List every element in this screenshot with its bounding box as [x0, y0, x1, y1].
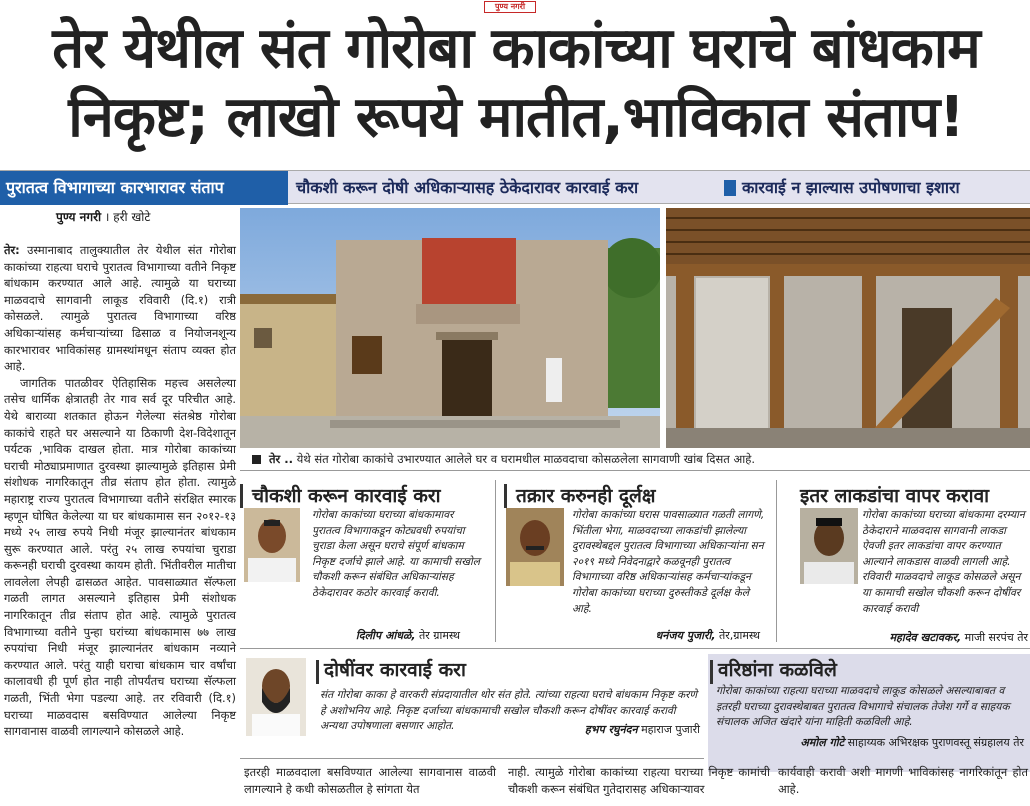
sig-role: महाराज पुजारी: [637, 723, 700, 736]
sig-name: अमोल गोटे: [800, 736, 845, 749]
section-bar: [504, 484, 507, 508]
masthead-logo: पुण्य नगरी: [484, 1, 536, 13]
section-3-title: इतर लाकडांचा वापर करावा: [800, 485, 990, 507]
divider: [240, 470, 1030, 471]
headline-line-2: निकृष्ट; लाखो रूपये मातीत,भाविकात संताप!: [68, 85, 964, 150]
portrait-raghunandan-maharaj: [246, 658, 306, 736]
byline-paper: पुण्य नगरी: [56, 210, 102, 224]
column-divider: [495, 480, 496, 642]
portrait-mahadev-khatavkar: [800, 508, 858, 584]
sig-name: धनंजय पुजारी,: [655, 629, 716, 642]
section-bar: [240, 484, 243, 508]
headline-line-1: तेर येथील संत गोरोबा काकांच्या घराचे बांधकाम: [52, 16, 980, 81]
section-5-signature: [716, 735, 1024, 750]
section-3-signature: [860, 630, 1028, 645]
caption-bullet-icon: [252, 455, 261, 464]
section-4-title: दोषींवर कारवाई करा: [324, 659, 466, 681]
portrait-dilip-andhale: [244, 508, 300, 582]
column-divider: [776, 480, 777, 642]
photo-caption: [252, 452, 1022, 467]
bottom-column-2: नाही. त्यामुळे गोरोबा काकांच्या राहत्या घराच्या निकृष्ट कामांची चौकशी करून संबंधित गुतेदारासह अधिकाऱ्यावर: [508, 765, 770, 796]
section-2-quote: गोरोबा काकांच्या घरास पावसाळ्यात गळती लागणे, भिंतीला भेगा, माळवदाच्या लाकडांची झालेल्या दुरावस्थेबद्दल पुरातत्व विभागाच्या अधिकाऱ्यांना सन २०१९ मध्ये निवेदनाद्वारे कळवूनही पुरातत्व विभागाच्या वरिष्ठ अधिकाऱ्यांसह कर्मचाऱ्यांकडून गोरोबा काकांच्या घराच्या दुरुस्तीकडे दूर्लक्ष केले आहे.: [572, 509, 765, 615]
bottom-column-1: इतरही माळवदाला बसविण्यात आलेल्या सागवानास वाळवी लागल्याने हे कधी कोसळतील हे सांगता येत: [244, 765, 496, 796]
section-3-quote: गोरोबा काकांच्या घराच्या बांधकामा दरम्यान ठेकेदाराने माळवदास सागवानी लाकडा ऐवजी इतर लाकडांचा वापर करण्यात आल्याने लाकडास वाळवी लागली आहे. रविवारी माळवदाचे लाकूड कोसळले असून या कामाची सखोल चौकशी करून दोषींवर कारवाई करावी: [862, 509, 1025, 615]
byline-separator: ।: [101, 210, 114, 224]
subheading-middle: चौकशी करून दोषी अधिकाऱ्यासह ठेकेदारावर कारवाई करा: [296, 178, 639, 197]
section-1-quote: गोरोबा काकांच्या घराच्या बांधकामावर पुरातत्व विभागाकडून कोट्यवधी रुपयांचा चुराडा केला असून घराचे संपूर्ण बांधकाम निकृष्ट दर्जाचे झाले आहे. या कामाची सखोल चौकशी करून संबंधित अधिकाऱ्यांसह ठेकेदारावर कठोर कारवाई करावी.: [312, 509, 480, 599]
square-bullet-icon: [724, 180, 736, 196]
house-interior-photo: [666, 208, 1030, 448]
section-5-quote: गोरोबा काकांच्या राहत्या घराच्या माळवदाचे लाकूड कोसळले असल्याबाबत व इतरही घराच्या दुरावस्थेबाबत पुरातत्व विभागाचे संचालक तेजेश गर्गे व साहयक संचालक अजित खंदारे यांना माहिती कळविली आहे.: [716, 685, 1010, 729]
interior-beams-illustration: [666, 208, 1030, 448]
article-paragraph-1: [4, 242, 236, 375]
subheading-strip: [0, 170, 1030, 204]
house-exterior-illustration: [240, 208, 660, 448]
byline-author: हरी खोटे: [113, 210, 151, 224]
section-4-signature: [520, 722, 700, 737]
subheading-left: पुरातत्व विभागाच्या कारभारावर संताप: [0, 171, 288, 205]
article-paragraph-2: जागतिक पातळीवर ऐतिहासिक महत्त्व असलेल्या तसेच धार्मिक क्षेत्रातही तेर गाव सर्व दूर परिचीत आहे. येथे बाराव्या शतकात होऊन गेलेल्या संतश्रेष्ठ गोरोबा काकांचे राहते घर असल्याने या ठिकाणी देश-विदेशातून पर्यटक ,भाविक दाखल होता. मात्र गोरोबा काकांच्या घराची मोठ्याप्रमाणात दुरवस्था झाल्यामुळे इतिहास प्रेमी संशोधक नागरिकातून तीव्र संताप होत होता. त्यामुळे महाराष्ट्र राज्य पुरातत्व विभागाच्या वतीने संरक्षित स्मारक म्हणून घोषित केलेल्या या घर बांधकामास सन २०१२-१३ मध्ये २५ लाख रुपये निधी मंजूर झाल्यानंतर बांधकाम सुरू करण्यात आले. परंतु २५ लाख रुपयांचा चुराडा करूनही घराची दुरवस्था कायम होती. भिंतीवरील मातीचा लावलेला लेपही ढासळत आहेत. पावसाळ्यात सॅल्फला गळती लागत असल्याने इतिहास प्रेमी संशोधक नागरिकातून तीव्र संताप होत आहे. त्यामुळे पुरातत्व विभागाच्या वतीने पुन्हा घरांच्या बांधकामास ७७ लाख रुपयांचा निधी मंजूर झाल्यानंतर बांधकाम नव्याने करण्यात आले. परंतु याही घराचा बांधकाम चार वर्षांचा कालावधी ही पूर्ण होत नाही तोपर्यंतच घराच्या सॅल्फला गळती, भिंती भेगा पडल्या आहे. तर रविवारी (दि.१) घराच्या माळवदास बसविण्यात आलेल्या निकृष्ट सागवानास वाळवी लागल्याने कोसळले आहे.: [4, 375, 236, 739]
divider: [240, 758, 704, 759]
bottom-column-3: कार्यवाही करावी अशी मागणी भाविकांसह नागरिकांतून होत आहे.: [778, 765, 1028, 796]
sig-role: तेर,ग्रामस्थ: [715, 629, 760, 642]
main-article-column: [4, 242, 236, 740]
caption-text: येथे संत गोरोबा काकांचे उभारण्यात आलेले घर व घरामधील माळवदाचा कोसळलेला सागवाणी खांब दिसत आहे.: [293, 452, 755, 466]
sig-name: दिलीप आंधळे,: [355, 629, 416, 642]
portrait-dhananjay-pujari: [506, 508, 564, 586]
paragraph-1-text: उस्मानाबाद तालुक्यातील तेर येथील संत गोरोबा काकांच्या राहत्या घराचे पुरातत्व विभागाच्या वतीने निकृष्ट बांधकाम करण्यात आले आहे. त्यामुळे या घराच्या माळवदाचे सागवानी लाकूड रविवारी (दि.१) रात्री कोसळले. त्यामुळे पुरातत्व विभागाच्या वरिष्ठ अधिकाऱ्यांसह कर्मचाऱ्यांच्या ढिसाळ व नियोजनशून्य कारभारावर भाविकांसह ग्रामस्थांमधून संताप व्यक्त होत आहे.: [4, 243, 236, 374]
divider: [240, 648, 1030, 649]
section-1-title: चौकशी करून कारवाई करा: [252, 485, 441, 507]
section-2-title: तक्रार करुनही दूर्लक्ष: [516, 485, 656, 507]
section-2-signature: [580, 628, 760, 643]
sig-name: महादेव खटावकर,: [889, 631, 962, 644]
caption-lead: तेर ..: [269, 452, 293, 466]
sig-role: तेर ग्रामस्थ: [415, 629, 460, 642]
sig-name: हभप रघुनंदन: [584, 723, 638, 736]
house-exterior-photo: [240, 208, 660, 448]
section-4-quote: संत गोरोबा काका हे वारकरी संप्रदायातील थोर संत होते. त्यांच्या राहत्या घराचे बांधकाम निकृष्ट करणे हे अशोभनिय आहे. निकृष्ट दर्जाच्या बांधकामाची सखोल चौकशी करून दोषींवर कारवाई करावी अन्यथा उपोषणाला बसणार आहोत.: [320, 689, 698, 733]
section-1-signature: [320, 628, 460, 643]
section-5-title: वरिष्ठांना कळविले: [718, 659, 837, 681]
dateline: तेर:: [4, 243, 20, 257]
sig-role: साहाय्यक अभिरक्षक पुराणवस्तू संग्रहालय तेर: [844, 736, 1024, 749]
section-bar: [316, 660, 319, 684]
byline: [56, 208, 150, 225]
sig-role: माजी सरपंच तेर: [961, 631, 1028, 644]
subheading-right: कारवाई न झाल्यास उपोषणाचा इशारा: [742, 178, 960, 197]
section-bar: [710, 660, 713, 684]
